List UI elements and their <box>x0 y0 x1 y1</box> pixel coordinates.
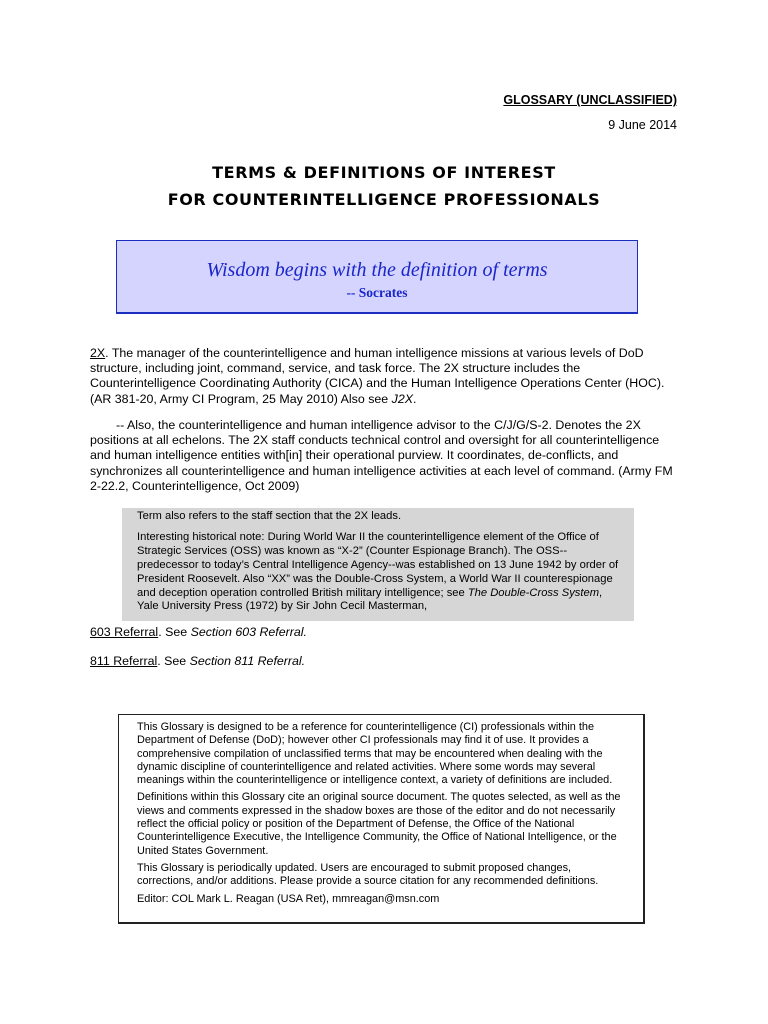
see-label-603: . See <box>158 625 191 639</box>
entry-2x-end: . <box>413 391 417 406</box>
info-paragraph-3: This Glossary is periodically updated. Users are encouraged to submit proposed changes, corrections, and/or additions. Please provide a source citation for any recommended definitions. <box>137 861 599 888</box>
entry-term-603: 603 Referral <box>90 625 159 639</box>
glossary-info-box <box>118 714 645 924</box>
classification-header: GLOSSARY (UNCLASSIFIED) <box>503 93 677 107</box>
see-label-811: . See <box>157 654 190 668</box>
shadow-note-1: Term also refers to the staff section that the 2X leads. <box>137 510 402 522</box>
entry-811-referral <box>90 654 305 668</box>
see-target-811: Section 811 Referral. <box>189 654 306 668</box>
entry-2x-definition-2: -- Also, the counterintelligence and human intelligence advisor to the C/J/G/S-2. Denotes the 2X positions at all echelons. The 2X staff conducts technical control and oversight for all counterintelligence and human intelligence entities with[in] their operational purview. It coordinates, de-conflicts, and synchronizes all counterintelligence and human intelligence activities at each level of command. (Army FM 2-22.2, Counterintelligence, Oct 2009) <box>90 418 673 493</box>
quote-author: -- Socrates <box>346 285 408 300</box>
shadow-note-2-end: , Yale University Press (1972) by Sir John Cecil Masterman, <box>137 586 603 613</box>
shadow-box-note <box>122 508 634 621</box>
entry-2x-definition <box>90 346 680 407</box>
quote-text: Wisdom begins with the definition of terms <box>206 259 548 281</box>
info-paragraph-1: This Glossary is designed to be a reference for counterintelligence (CI) professionals within the Department of Defense (DoD); however other CI professionals may find it of use. It provides a comprehensive compilation of unclassified terms that may be encountered when dealing with the dynamic discipline of counterintelligence and related activities. Where some words may several meanings within the counterintelligence or intelligence context, a variety of definitions are included. <box>137 721 613 787</box>
page-title-line-1: TERMS & DEFINITIONS OF INTEREST <box>212 163 556 182</box>
shadow-note-2-text: Interesting historical note: During World War II the counterintelligence element of the Office of Strategic Services (OSS) was known as “X-2” (Counter Espionage Branch). The OSS--predecessor to today’s Central Intelligence Agency--was established on 13 June 1942 by order of President Roosevelt. Also “XX” was the Double-Cross System, a World War II counterespionage and deception operation controlled British military intelligence; see <box>137 530 619 599</box>
entry-2x-text: . The manager of the counterintelligence and human intelligence missions at various levels of DoD structure, including joint, command, service, and task force. The 2X structure includes the Counterintelligence Coordinating Authority (CICA) and the Human Intelligence Operations Center (HOC). (AR 381-20, Army CI Program, 25 May 2010) Also see <box>90 346 665 406</box>
see-target-603: Section 603 Referral. <box>190 625 307 639</box>
see-also-j2x: J2X <box>391 391 413 406</box>
entry-603-referral <box>90 625 307 639</box>
document-date: 9 June 2014 <box>608 118 677 132</box>
page-title-line-2: FOR COUNTERINTELLIGENCE PROFESSIONALS <box>167 190 601 209</box>
book-title: The Double-Cross System <box>467 586 600 599</box>
entry-term-811: 811 Referral <box>90 654 158 668</box>
info-paragraph-2: Definitions within this Glossary cite an original source document. The quotes selected, as well as the views and comments expressed in the shadow boxes are those of the editor and do not necessarily reflect the official policy or position of the Department of Defense, the Office of the National Counterintelligence Executive, the Intelligence Community, the Office of National Intelligence, or the United States Government. <box>137 791 621 857</box>
entry-term-2x: 2X <box>90 346 106 360</box>
editor-credit: Editor: COL Mark L. Reagan (USA Ret), mmreagan@msn.com <box>137 892 440 905</box>
quote-box <box>116 240 638 314</box>
shadow-note-2 <box>137 531 620 614</box>
